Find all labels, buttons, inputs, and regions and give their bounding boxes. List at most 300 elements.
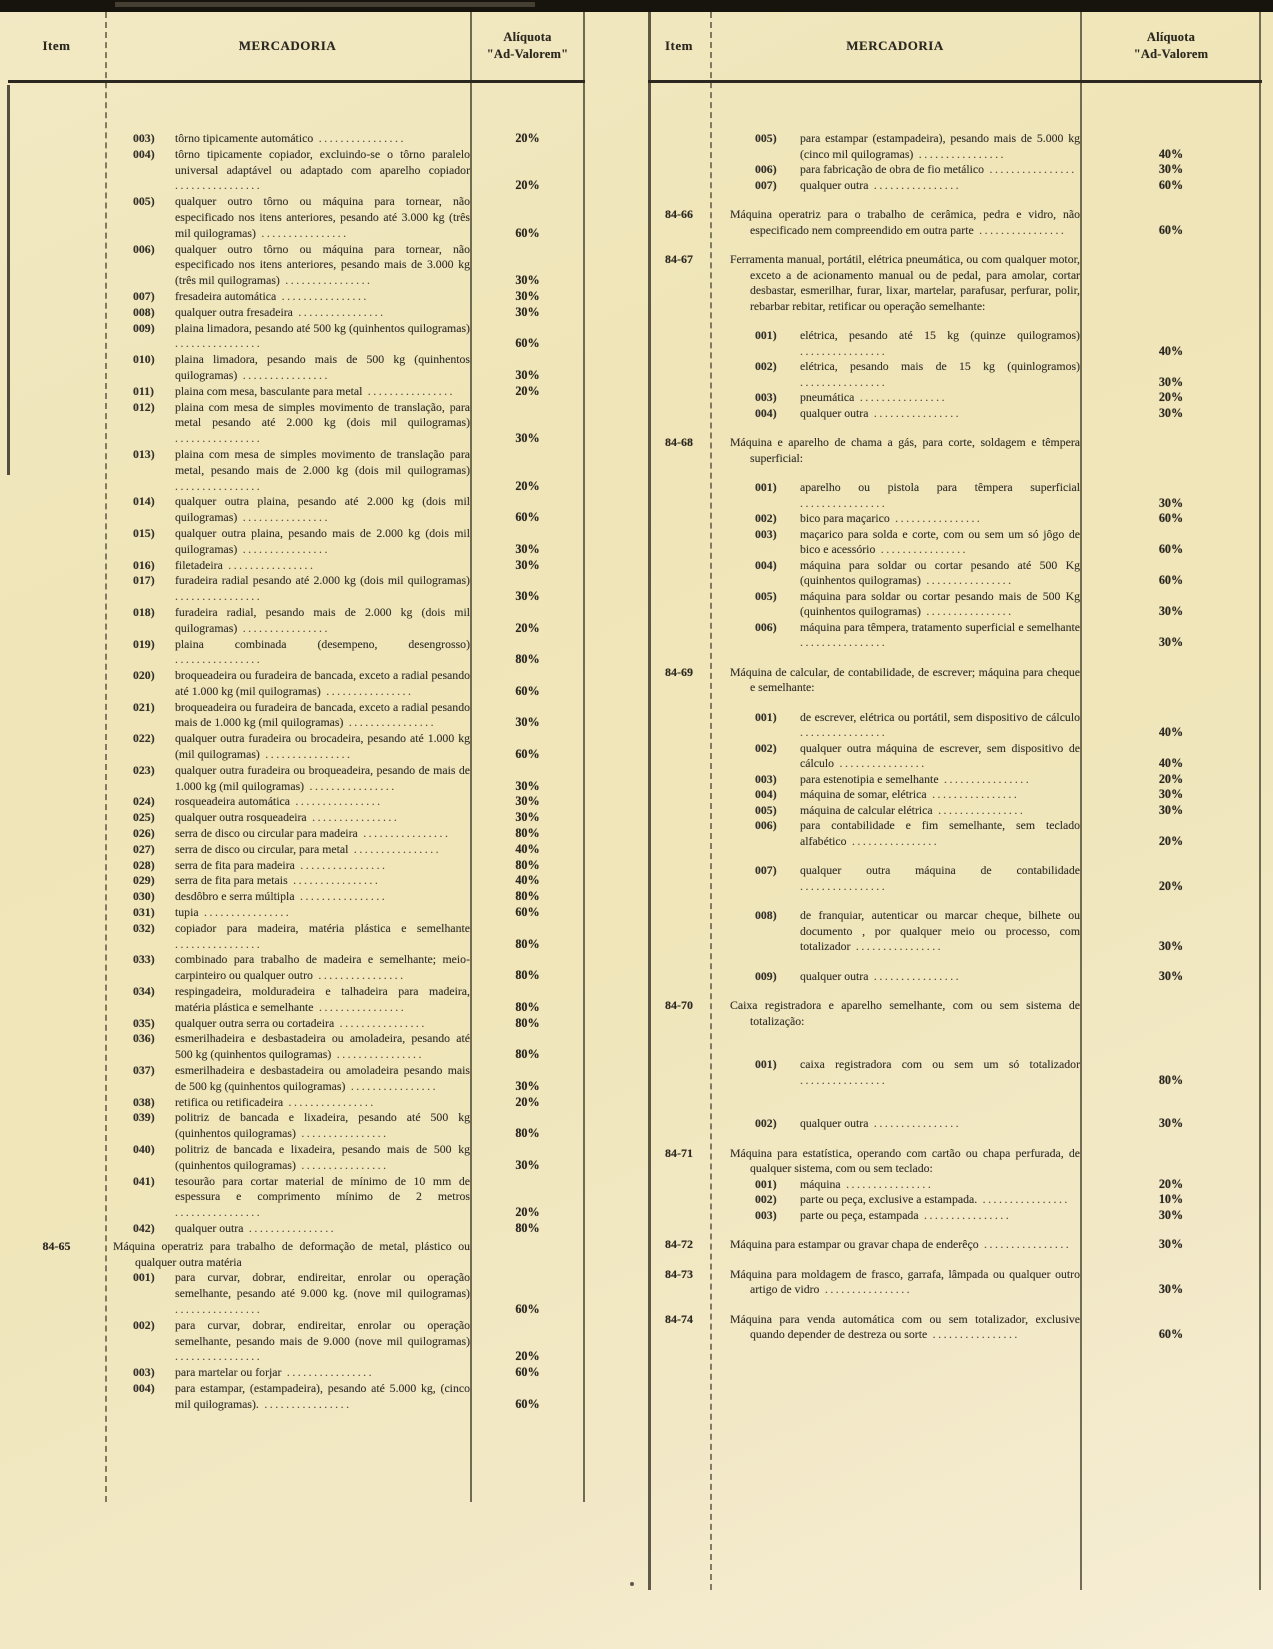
item-code: [8, 1318, 105, 1365]
dotted-leader: ................: [175, 1349, 263, 1364]
mercadoria-text: 021) broqueadeira ou furadeira de bancada, exceto a radial pesando mais de 1.000 kg (mil quilogramas) ................: [133, 699, 470, 730]
ad-valorem-rate: 80%: [515, 968, 540, 983]
item-code: [648, 741, 710, 772]
subitem-number: 002): [755, 1116, 777, 1130]
tariff-subitem-003): [648, 1208, 1262, 1224]
mercadoria-text: 033) combinado para trabalho de madeira e semelhante; meio-carpinteiro ou qualquer outro ................: [133, 952, 470, 983]
ad-valorem-rate: 20%: [1158, 833, 1184, 848]
dotted-leader: ................: [294, 889, 388, 904]
mercadoria-text: 039) politriz de bancada e lixadeira, pesando até 500 kg (quinhentos quilogramas) ................: [133, 1110, 470, 1141]
tariff-subitem-040): [8, 1142, 585, 1174]
subitem-number: 004): [755, 557, 777, 572]
dotted-leader: ................: [175, 1205, 263, 1220]
mercadoria-text: 008) qualquer outra fresadeira ................: [133, 304, 386, 319]
mercadoria-text: 006) máquina para têmpera, tratamento superficial e semelhante ................: [755, 619, 1080, 649]
dotted-leader: ................: [800, 495, 888, 510]
mercadoria-text: 034) respingadeira, molduradeira e talhadeira para madeira, matéria plástica e semelhante ................: [133, 984, 470, 1014]
ad-valorem-rate: 30%: [515, 367, 540, 382]
mercadoria-text: 004) máquina para soldar ou cortar pesando até 500 Kg (quinhentos quilogramas) ................: [755, 557, 1080, 587]
ad-valorem-rate: 30%: [1158, 495, 1184, 510]
subitem-number: 030): [133, 889, 155, 904]
item-code: [8, 1381, 105, 1413]
item-code: [8, 905, 105, 921]
tariff-subitem-003): [648, 772, 1262, 788]
item-code: [8, 842, 105, 858]
subitem-number: 029): [133, 873, 155, 888]
ad-valorem-rate: 80%: [515, 857, 540, 872]
mercadoria-text: 038) retifica ou retificadeira ................: [133, 1094, 376, 1109]
mercadoria-text: 019) plaina combinada (desempeno, desengrosso) ................: [133, 636, 470, 667]
dotted-leader: ................: [295, 1157, 389, 1172]
subitem-number: 005): [755, 131, 777, 145]
mercadoria-text: 002) qualquer outra ................: [755, 1116, 962, 1130]
header-mercadoria-right: MERCADORIA: [846, 38, 944, 53]
subitem-number: 007): [755, 177, 777, 192]
ad-valorem-rate: 30%: [1158, 1116, 1184, 1130]
ad-valorem-rate: 80%: [515, 1220, 540, 1235]
ad-valorem-rate: 30%: [1158, 1237, 1184, 1251]
item-code: [8, 1174, 105, 1221]
subitem-number: 015): [133, 525, 155, 540]
tariff-subitem-030): [8, 889, 585, 905]
mercadoria-text: 028) serra de fita para madeira ................: [133, 857, 388, 872]
dotted-leader: ................: [175, 1301, 263, 1316]
mercadoria-text: 041) tesourão para cortar material de mínimo de 10 mm de espessura e comprimento mínimo de 2 metros ................: [133, 1173, 470, 1220]
item-code: [648, 162, 710, 178]
tariff-subitem-026): [8, 826, 585, 842]
ad-valorem-rate: 80%: [515, 889, 540, 904]
dotted-leader: ................: [920, 604, 1014, 618]
dotted-leader: ................: [276, 288, 369, 303]
tariff-subitem-005): [8, 194, 585, 241]
ad-valorem-rate: 20%: [515, 1205, 540, 1220]
item-code: [648, 480, 710, 511]
mercadoria-text: 006) qualquer outro tôrno ou máquina para tornear, não especificado nos itens anteriores, pesando mais de 3.000 kg (três mil quilogramas) ................: [133, 241, 470, 288]
mercadoria-text: 025) qualquer outra rosqueadeira ................: [133, 810, 400, 825]
table-header-right: [648, 12, 1262, 83]
tariff-subitem-001): [648, 1057, 1262, 1088]
mercadoria-text: 031) tupia ................: [133, 905, 292, 920]
item-code: [8, 1270, 105, 1317]
subitem-number: 010): [133, 352, 155, 367]
subitem-number: 004): [755, 787, 777, 801]
tariff-subitem-042): [8, 1221, 585, 1237]
table-header-left: [8, 12, 585, 83]
mercadoria-text: Máquina para estampar ou gravar chapa de enderêço ................: [730, 1237, 1072, 1251]
subitem-number: 001): [755, 709, 777, 724]
item-code: [8, 1063, 105, 1095]
item-code: [648, 511, 710, 527]
subitem-number: 005): [755, 588, 777, 603]
mercadoria-text: 003) tôrno tipicamente automático ................: [133, 131, 406, 145]
ad-valorem-rate: 30%: [515, 541, 540, 556]
item-code: [648, 1177, 710, 1193]
mercadoria-text: 003) maçarico para solda e corte, com ou sem um só jôgo de bico e acessório ................: [755, 526, 1080, 556]
subitem-number: 033): [133, 952, 155, 967]
tariff-subitem-028): [8, 858, 585, 874]
tariff-subitem-003): [8, 131, 585, 147]
item-code: [648, 1208, 710, 1224]
mercadoria-text: 002) qualquer outra máquina de escrever, sem dispositivo de cálculo ................: [755, 740, 1080, 770]
dotted-leader: ................: [348, 841, 442, 856]
dotted-leader: ................: [292, 304, 386, 319]
mercadoria-text: Máquina operatriz para trabalho de deformação de metal, plástico ou qualquer outra matéria: [113, 1238, 470, 1269]
tariff-subitem-018): [8, 605, 585, 637]
tariff-subitem-004): [8, 147, 585, 194]
item-code: 84-69: [665, 664, 693, 679]
subitem-number: 024): [133, 794, 155, 809]
dotted-leader: ................: [255, 225, 349, 240]
dotted-leader: ................: [978, 1237, 1072, 1251]
item-code: [648, 359, 710, 390]
dotted-leader: ................: [977, 1192, 1070, 1206]
dotted-leader: ................: [312, 968, 406, 983]
dotted-leader: ................: [868, 968, 962, 983]
mercadoria-text: 006) para contabilidade e fim semelhante, sem teclado alfabético ................: [755, 818, 1080, 848]
dotted-leader: ................: [334, 1015, 427, 1030]
mercadoria-text: 001) caixa registradora com ou sem um só totalizador ................: [755, 1057, 1080, 1087]
tariff-subitem-004): [8, 1381, 585, 1413]
mercadoria-text: 005) qualquer outro tôrno ou máquina para tornear, não especificado nos itens anteriores, pesando até 3.000 kg (três mil quilogramas) ................: [133, 194, 470, 240]
header-aliquota-left: [470, 12, 585, 80]
tariff-subitem-001): [8, 1270, 585, 1317]
mercadoria-text: 022) qualquer outra furadeira ou brocadeira, pesando até 1.000 kg (mil quilogramas) ................: [133, 731, 470, 762]
item-code: [648, 908, 710, 955]
item-code: [8, 1142, 105, 1174]
item-code: [8, 889, 105, 905]
ad-valorem-rate: 20%: [1158, 1176, 1184, 1191]
item-code: [8, 573, 105, 605]
subitem-number: 039): [133, 1110, 155, 1125]
subitem-number: 017): [133, 573, 155, 588]
dotted-leader: ................: [313, 131, 406, 145]
mercadoria-text: 017) furadeira radial pesando até 2.000 kg (dois mil quilogramas) ................: [133, 573, 470, 604]
dotted-leader: ................: [819, 1282, 913, 1296]
dotted-leader: ................: [868, 1116, 962, 1130]
ad-valorem-rate: 30%: [515, 273, 540, 288]
dotted-leader: ................: [846, 833, 940, 848]
tariff-subitem-031): [8, 905, 585, 921]
dotted-leader: ................: [295, 1126, 389, 1141]
tariff-subitem-001): [648, 1177, 1262, 1193]
ad-valorem-rate: 30%: [1158, 802, 1184, 817]
item-code: 84-74: [665, 1311, 693, 1326]
subitem-number: 004): [755, 405, 777, 420]
item-code: [8, 1365, 105, 1381]
mercadoria-text: 001) máquina ................: [755, 1176, 934, 1191]
ad-valorem-rate: 80%: [515, 1126, 540, 1141]
item-code: [8, 668, 105, 700]
tariff-subitem-001): [648, 328, 1262, 359]
tariff-subitem-013): [8, 447, 585, 494]
subitem-number: 008): [755, 908, 777, 922]
mercadoria-text: 036) esmerilhadeira e desbastadeira ou amoladeira, pesando até 500 kg (quinhentos quilogramas) ................: [133, 1031, 470, 1062]
mercadoria-text: 035) qualquer outra serra ou cortadeira ................: [133, 1015, 427, 1030]
item-code: [8, 1221, 105, 1237]
ad-valorem-rate: 60%: [515, 1301, 540, 1316]
subitem-number: 004): [133, 1380, 155, 1395]
tariff-subitem-006): [648, 162, 1262, 178]
ad-valorem-rate: 80%: [515, 936, 540, 951]
item-code: [8, 794, 105, 810]
tariff-subitem-036): [8, 1031, 585, 1063]
dotted-leader: ................: [243, 1220, 337, 1235]
tariff-subitem-041): [8, 1174, 585, 1221]
mercadoria-text: 030) desdôbro e serra múltipla ................: [133, 889, 388, 904]
ad-valorem-rate: 30%: [515, 1078, 540, 1093]
item-code: [648, 390, 710, 406]
tariff-item-84-66: [648, 207, 1262, 238]
subitem-number: 021): [133, 699, 155, 714]
ad-valorem-rate: 30%: [1158, 939, 1184, 953]
tariff-subitem-006): [648, 620, 1262, 651]
item-code: [648, 787, 710, 803]
item-code: [8, 731, 105, 763]
item-code: [648, 863, 710, 894]
header-aliquota-line2-right: "Ad-Valorem: [1133, 47, 1209, 61]
subitem-number: 006): [133, 241, 155, 256]
subitem-number: 002): [755, 1192, 777, 1206]
subitem-number: 002): [133, 1317, 155, 1332]
table-rows-left: [8, 83, 585, 1413]
dotted-leader: ................: [357, 826, 451, 841]
mercadoria-text: 007) qualquer outra ................: [755, 177, 962, 192]
mercadoria-text: 001) aparelho ou pistola para têmpera superficial ................: [755, 480, 1080, 510]
item-code: [8, 810, 105, 826]
mercadoria-text: 037) esmerilhadeira e desbastadeira ou amoladeira pesando mais de 500 kg (quinhentos quilogramas) ................: [133, 1063, 470, 1093]
tariff-item-84-74: [648, 1312, 1262, 1343]
dotted-leader: ................: [868, 177, 962, 192]
item-code: [8, 1110, 105, 1142]
ad-valorem-rate: 30%: [1158, 604, 1184, 618]
tariff-subitem-002): [648, 741, 1262, 772]
tariff-subitem-024): [8, 794, 585, 810]
tariff-subitem-023): [8, 763, 585, 795]
item-code: 84-72: [665, 1237, 693, 1251]
item-code: [648, 178, 710, 194]
item-code: [648, 710, 710, 741]
ad-valorem-rate: 20%: [1158, 390, 1184, 404]
item-code: [8, 1031, 105, 1063]
subitem-number: 027): [133, 841, 155, 856]
ad-valorem-rate: 20%: [515, 620, 540, 635]
ad-valorem-rate: 20%: [515, 478, 540, 493]
ad-valorem-rate: 30%: [515, 589, 540, 604]
dotted-leader: ................: [918, 1207, 1012, 1222]
tariff-subitem-011): [8, 384, 585, 400]
subitem-number: 025): [133, 810, 155, 825]
subitem-number: 006): [755, 619, 777, 634]
ad-valorem-rate: 20%: [515, 178, 540, 193]
subitem-number: 016): [133, 557, 155, 572]
tariff-subitem-007): [648, 863, 1262, 894]
item-code: [8, 352, 105, 384]
mercadoria-text: 004) máquina de somar, elétrica ................: [755, 787, 1020, 801]
subitem-number: 022): [133, 731, 155, 746]
subitem-number: 004): [133, 146, 155, 161]
subitem-number: 038): [133, 1094, 155, 1109]
ad-valorem-rate: 30%: [1158, 162, 1184, 176]
dotted-leader: ................: [800, 1072, 888, 1087]
item-code: [648, 818, 710, 849]
tariff-item-84-68: [648, 435, 1262, 466]
ad-valorem-rate: 30%: [515, 431, 540, 446]
dotted-leader: ................: [913, 146, 1006, 161]
dotted-leader: ................: [279, 273, 373, 288]
mercadoria-text: 042) qualquer outra ................: [133, 1220, 337, 1235]
subitem-number: 020): [133, 668, 155, 683]
dotted-leader: ................: [289, 794, 383, 809]
mercadoria-text: 006) para fabricação de obra de fio metálico ................: [755, 162, 1077, 176]
tariff-subitem-012): [8, 400, 585, 447]
item-code: [8, 558, 105, 574]
mercadoria-text: 009) plaina limadora, pesando até 500 kg (quinhentos quilogramas) ................: [133, 320, 470, 351]
ad-valorem-rate: 30%: [515, 304, 540, 319]
dotted-leader: ................: [237, 367, 330, 382]
item-code: [8, 147, 105, 194]
mercadoria-text: 002) parte ou peça, exclusive a estampada. ................: [755, 1192, 1070, 1206]
tariff-subitem-014): [8, 494, 585, 526]
tariff-subitem-032): [8, 921, 585, 953]
tariff-item-84-70: [648, 998, 1262, 1029]
dotted-leader: ................: [800, 878, 888, 893]
subitem-number: 012): [133, 399, 155, 414]
mercadoria-text: 001) de escrever, elétrica ou portátil, sem dispositivo de cálculo ................: [755, 709, 1080, 739]
dotted-leader: ................: [927, 1327, 1020, 1341]
dotted-leader: ................: [800, 343, 888, 358]
dotted-leader: ................: [800, 725, 888, 739]
ad-valorem-rate: 30%: [515, 810, 540, 825]
ad-valorem-rate: 40%: [515, 873, 540, 888]
ad-valorem-rate: 60%: [515, 510, 540, 525]
ad-valorem-rate: 80%: [515, 999, 540, 1014]
item-code: [8, 921, 105, 953]
dotted-leader: ................: [938, 771, 1032, 786]
item-code: [8, 984, 105, 1016]
ad-valorem-rate: 60%: [1158, 177, 1184, 192]
ad-valorem-rate: 60%: [1158, 511, 1184, 525]
mercadoria-text: 014) qualquer outra plaina, pesando até 2.000 kg (dois mil quilogramas) ................: [133, 494, 470, 525]
tariff-subitem-033): [8, 952, 585, 984]
ad-valorem-rate: 40%: [1158, 146, 1184, 161]
ad-valorem-rate: 30%: [515, 794, 540, 809]
subitem-number: 037): [133, 1063, 155, 1078]
mercadoria-text: 001) para curvar, dobrar, endireitar, enrolar ou operação semelhante, pesando até 9.000 kg. (nove mil quilogramas) ................: [133, 1270, 470, 1316]
item-code: [8, 131, 105, 147]
ad-valorem-rate: 40%: [1158, 725, 1184, 739]
mercadoria-text: 013) plaina com mesa de simples movimento de translação para metal, pesando mais de 2.000 kg (dois mil quilogramas) ................: [133, 446, 470, 493]
item-code: [648, 1057, 710, 1088]
mercadoria-text: 029) serra de fita para metais ................: [133, 873, 381, 888]
item-code: [8, 447, 105, 494]
tariff-subitem-022): [8, 731, 585, 763]
tariff-item-84-69: [648, 665, 1262, 696]
subitem-number: 003): [755, 771, 777, 786]
dotted-leader: ................: [920, 573, 1014, 587]
item-code: 84-73: [665, 1266, 693, 1281]
item-code: [648, 328, 710, 359]
dotted-leader: ................: [281, 1365, 375, 1380]
dotted-leader: ................: [237, 541, 330, 556]
mercadoria-text: 027) serra de disco ou circular, para metal ................: [133, 841, 442, 856]
tariff-subitem-034): [8, 984, 585, 1016]
mercadoria-text: Máquina para moldagem de frasco, garrafa, lâmpada ou qualquer outro artigo de vidro ................: [730, 1266, 1080, 1296]
mercadoria-text: 007) qualquer outra máquina de contabilidade ................: [755, 863, 1080, 893]
item-code: 84-70: [665, 998, 693, 1012]
ad-valorem-rate: 60%: [1158, 542, 1184, 556]
subitem-number: 001): [755, 328, 777, 342]
tariff-subitem-003): [8, 1365, 585, 1381]
item-code: [8, 952, 105, 984]
header-item-left: Item: [42, 38, 71, 53]
dotted-leader: ................: [345, 1078, 439, 1093]
item-code: [8, 700, 105, 732]
item-code: [648, 558, 710, 589]
tariff-subitem-016): [8, 558, 585, 574]
dotted-leader: ................: [889, 511, 983, 525]
subitem-number: 009): [133, 320, 155, 335]
dotted-leader: ................: [840, 1176, 934, 1191]
tariff-subitem-001): [648, 480, 1262, 511]
page-top-edge-bar: [0, 0, 1273, 12]
mercadoria-text: 032) copiador para madeira, matéria plástica e semelhante ................: [133, 920, 470, 951]
tariff-subitem-009): [8, 321, 585, 353]
tariff-subitem-002): [648, 511, 1262, 527]
mercadoria-text: 003) para estenotipia e semelhante ................: [755, 771, 1032, 786]
mercadoria-text: Máquina para estatística, operando com cartão ou chapa perfurada, de qualquer sistema, com ou sem teclado:: [730, 1145, 1080, 1175]
subitem-number: 019): [133, 636, 155, 651]
mercadoria-text: 015) qualquer outra plaina, pesando mais de 2.000 kg (dois mil quilogramas) ................: [133, 525, 470, 556]
ad-valorem-rate: 30%: [1158, 968, 1184, 983]
dotted-leader: ................: [800, 374, 888, 389]
tariff-subitem-038): [8, 1095, 585, 1111]
tariff-subitem-037): [8, 1063, 585, 1095]
tariff-subitem-002): [648, 1116, 1262, 1132]
ad-valorem-rate: 30%: [515, 288, 540, 303]
dotted-leader: ................: [800, 635, 888, 649]
mercadoria-text: 002) elétrica, pesando mais de 15 kg (quinlogramos) ................: [755, 359, 1080, 389]
mercadoria-text: 007) fresadeira automática ................: [133, 288, 369, 303]
subitem-number: 006): [755, 162, 777, 176]
item-code: 84-65: [42, 1238, 71, 1253]
ad-valorem-rate: 40%: [1158, 756, 1184, 770]
subitem-number: 003): [755, 1207, 777, 1222]
tariff-subitem-005): [648, 803, 1262, 819]
dotted-leader: ................: [984, 162, 1077, 176]
ad-valorem-rate: 30%: [1158, 635, 1184, 649]
subitem-number: 031): [133, 905, 155, 920]
dotted-leader: ................: [926, 787, 1020, 801]
dotted-leader: ................: [198, 905, 292, 920]
mercadoria-text: 016) filetadeira ................: [133, 557, 316, 572]
subitem-number: 002): [755, 740, 777, 755]
ad-valorem-rate: 40%: [515, 841, 540, 856]
ad-valorem-rate: 60%: [515, 1365, 540, 1380]
tariff-subitem-002): [648, 1192, 1262, 1208]
dotted-leader: ................: [222, 557, 316, 572]
item-code: [8, 873, 105, 889]
item-code: [8, 494, 105, 526]
subitem-number: 006): [755, 818, 777, 832]
subitem-number: 001): [755, 1057, 777, 1071]
item-code: [8, 763, 105, 795]
header-mercadoria-left: MERCADORIA: [238, 38, 337, 53]
tariff-item-84-67: [648, 252, 1262, 314]
subitem-number: 026): [133, 826, 155, 841]
tariff-subitem-017): [8, 573, 585, 605]
tariff-subitem-004): [648, 558, 1262, 589]
mercadoria-text: 009) qualquer outra ................: [755, 968, 962, 983]
